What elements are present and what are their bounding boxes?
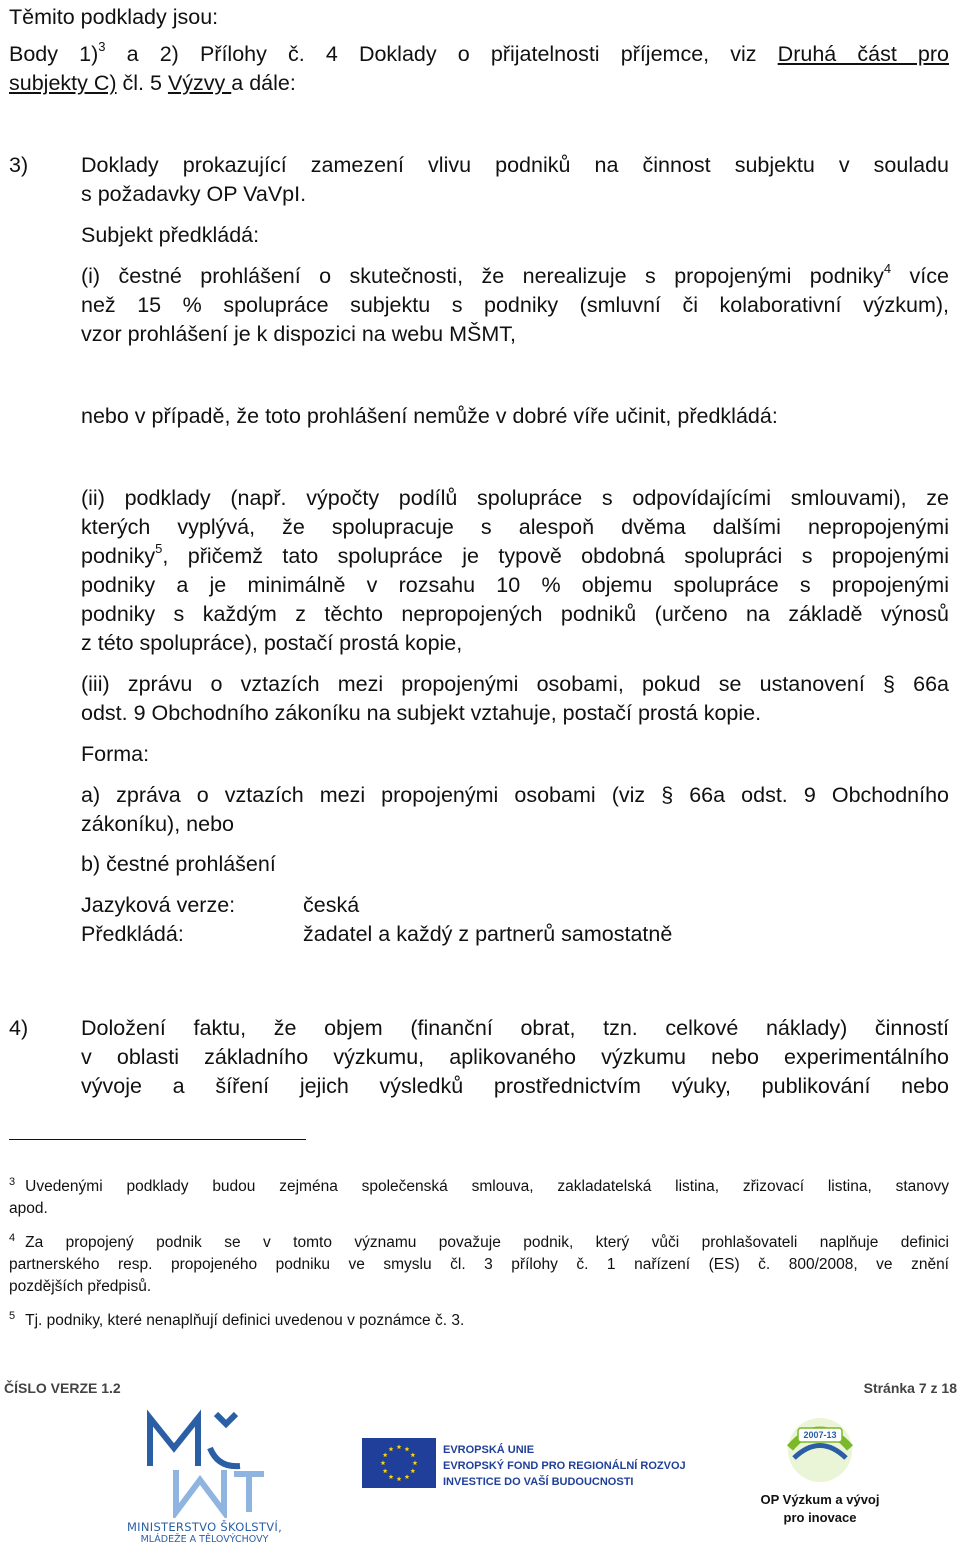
item4-line-1: Doložení faktu, že objem (finanční obrat, tzn. celkové náklady) činností xyxy=(81,1016,949,1040)
op-emblem-icon xyxy=(760,1408,880,1488)
eu-star-icon xyxy=(383,1468,388,1473)
msmt-line-1: MINISTERSTVO ŠKOLSTVÍ, xyxy=(126,1520,283,1534)
subject-label: Subjekt předkládá: xyxy=(81,223,260,247)
lang-value: česká xyxy=(303,893,360,917)
footnote-separator xyxy=(9,1139,306,1140)
footnote-ref-5[interactable]: 5 xyxy=(155,540,163,556)
page-number: Stránka 7 z 18 xyxy=(863,1380,957,1396)
item3-ii-line-3: podniky$^5$, přičemž tato spolupráce je typově obdobná spolupráci s propojenými xyxy=(81,540,949,568)
intro-line-2: subjekty C) čl. 5 Výzvy a dále: xyxy=(9,71,296,95)
submit-value: žadatel a každý z partnerů samostatně xyxy=(303,922,673,946)
item3-ii-line-6: z této spolupráce), postačí prostá kopie, xyxy=(81,631,463,655)
link-vyzvy[interactable]: Výzvy xyxy=(167,71,232,95)
op-vavpi-logo xyxy=(760,1408,880,1548)
eu-text xyxy=(443,1442,686,1490)
msmt-logo xyxy=(122,1408,287,1548)
item3-or-line: nebo v případě, že toto prohlášení nemůže v dobré víře učinit, předkládá: xyxy=(81,404,778,428)
item4-line-3: vývoje a šíření jejich výsledků prostřednictvím výuky, publikování nebo xyxy=(81,1074,949,1098)
forma-a-line-1: a) zpráva o vztazích mezi propojenými osobami (viz § 66a odst. 9 Obchodního xyxy=(81,783,949,807)
eu-star-icon xyxy=(410,1468,415,1473)
eu-line-2: EVROPSKÝ FOND PRO REGIONÁLNÍ ROZVOJ xyxy=(443,1460,686,1472)
item3-ii-line-2: kterých vyplývá, že spolupracuje s alespoň dvěma dalšími nepropojenými xyxy=(81,515,949,539)
eu-star-icon xyxy=(389,1474,394,1479)
footnote-4-line-2: partnerského resp. propojeného podniku ve smyslu čl. 3 přílohy č. 1 nařízení (ES) č. 800/2008, ve znění xyxy=(9,1256,949,1273)
eu-stars-icon xyxy=(362,1438,436,1488)
op-line-2: pro inovace xyxy=(783,1510,857,1525)
item3-ii-line-1: (ii) podklady (např. výpočty podílů spolupráce s odpovídajícími smlouvami), ze xyxy=(81,486,949,510)
eu-star-icon xyxy=(397,1444,402,1449)
intro-line-1: Body 1)$^3$ a 2) Přílohy č. 4 Doklady o přijatelnosti příjemce, viz Druhá část pro xyxy=(9,38,949,66)
eu-star-icon xyxy=(381,1460,386,1465)
item4-number: 4) xyxy=(9,1016,29,1040)
link-druha-cast[interactable]: Druhá část pro xyxy=(777,42,949,66)
eu-star-icon xyxy=(383,1452,388,1457)
eu-line-3: INVESTICE DO VAŠÍ BUDOUCNOSTI xyxy=(443,1476,634,1488)
eu-star-icon xyxy=(405,1474,410,1479)
footnote-3-line-2: apod. xyxy=(9,1200,48,1217)
eu-flag xyxy=(362,1438,436,1488)
item3-line-2: s požadavky OP VaVpI. xyxy=(81,182,307,206)
eu-star-icon xyxy=(397,1476,402,1481)
footnote-ref-4[interactable]: 4 xyxy=(883,260,892,276)
eu-star-icon xyxy=(410,1452,415,1457)
forma-b-line: b) čestné prohlášení xyxy=(81,852,276,876)
version-label: ČÍSLO VERZE 1.2 xyxy=(4,1380,121,1396)
footnote-4-line-1: $^4$ Za propojený podnik se v tomto významu považuje podnik, který vůči prohlašovateli naplňuje definici xyxy=(9,1231,949,1251)
footnote-ref-3[interactable]: 3 xyxy=(98,38,106,54)
eu-star-icon xyxy=(413,1460,418,1465)
item3-iii-line-2: odst. 9 Obchodního zákoníku na subjekt vztahuje, postačí prostá kopie. xyxy=(81,701,762,725)
forma-a-line-2: zákoníku), nebo xyxy=(81,812,234,836)
submit-label: Předkládá: xyxy=(81,922,184,946)
item3-i-line-2: než 15 % spolupráce subjektu s podniky (smluvní či kolaborativní výzkum), xyxy=(81,293,949,317)
item3-i-line-3: vzor prohlášení je k dispozici na webu MŠMT, xyxy=(81,322,516,346)
item3-number: 3) xyxy=(9,153,29,177)
op-line-1: OP Výzkum a vývoj xyxy=(760,1492,880,1507)
item4-line-2: v oblasti základního výzkumu, aplikovaného výzkumu nebo experimentálního xyxy=(81,1045,949,1069)
item3-line-1: Doklady prokazující zamezení vlivu podniků na činnost subjektu v souladu xyxy=(81,153,949,177)
op-years: 2007-13 xyxy=(803,1430,837,1440)
forma-label: Forma: xyxy=(81,742,150,766)
lang-label: Jazyková verze: xyxy=(81,893,236,917)
item3-iii-line-1: (iii) zprávu o vztazích mezi propojenými osobami, pokud se ustanovení § 66a xyxy=(81,672,949,696)
eu-line-1: EVROPSKÁ UNIE xyxy=(443,1444,535,1456)
item3-ii-line-4: podniky a je minimálně v rozsahu 10 % objemu spolupráce s propojenými xyxy=(81,573,949,597)
msmt-emblem-icon xyxy=(122,1408,287,1518)
item3-ii-line-5: podniky s každým z těchto nepropojených podniků (určeno na základě výnosů xyxy=(81,602,949,626)
item3-i-line-1: (i) čestné prohlášení o skutečnosti, že nerealizuje s propojenými podniky$^4$ více xyxy=(81,260,949,288)
footnote-4-line-3: pozdějších předpisů. xyxy=(9,1278,152,1295)
link-subjekty[interactable]: subjekty C) xyxy=(9,71,117,95)
eu-star-icon xyxy=(389,1447,394,1452)
footnote-3-line-1: $^3$ Uvedenými podklady budou zejména společenská smlouva, zakladatelská listina, zřizovací listina, stanovy xyxy=(9,1175,949,1195)
intro-heading: Těmito podklady jsou: xyxy=(9,5,219,29)
footnote-5: $^5$ Tj. podniky, které nenaplňují definici uvedenou v poznámce č. 3. xyxy=(9,1309,465,1329)
eu-star-icon xyxy=(405,1447,410,1452)
msmt-line-2: MLÁDEŽE A TĚLOVÝCHOVY xyxy=(140,1534,269,1545)
